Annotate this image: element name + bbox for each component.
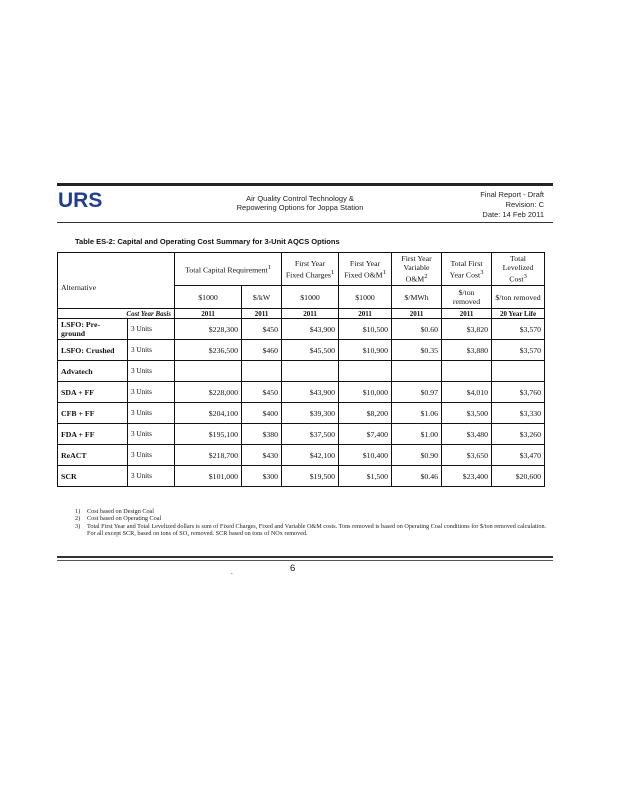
cell-units: 3 Units [128, 445, 175, 466]
document-title [200, 194, 400, 212]
cell-alt: SDA + FF [58, 382, 128, 403]
cell-fixed-om: $10,900 [339, 340, 392, 361]
unit-cell: $1000 [175, 286, 242, 309]
basis-cell: 2011 [282, 309, 339, 319]
cell-alt: FDA + FF [58, 424, 128, 445]
cell-alt: LSFO: Crushed [58, 340, 128, 361]
cell-fixed-om: $7,400 [339, 424, 392, 445]
footer-dot: . [231, 568, 233, 576]
footnote: 3) Total First Year and Total Levelized dollars is sum of Fixed Charges, Fixed and Variable O&M costs. Tons removed is based on Operating Coal conditions for $/ton removed calculation. For all except SCR, based on tons of SO₂ removed. SCR based on tons of NOx removed. [75, 522, 547, 538]
cell-cap-k: $101,000 [175, 466, 242, 487]
cell-cap-kw: $430 [242, 445, 282, 466]
table-row [58, 466, 545, 487]
cell-first-year [442, 361, 492, 382]
cell-first-year: $23,400 [442, 466, 492, 487]
cell-fixed-charges [282, 361, 339, 382]
cell-cap-k: $236,500 [175, 340, 242, 361]
title-line-1: Air Quality Control Technology & [246, 194, 354, 203]
cell-levelized: $3,570 [492, 340, 545, 361]
header-alternative: Alternative [58, 253, 175, 309]
cell-units: 3 Units [128, 382, 175, 403]
cell-alt: ReACT [58, 445, 128, 466]
urs-logo: URS [58, 189, 103, 212]
table-row [58, 319, 545, 340]
cell-fixed-charges: $45,500 [282, 340, 339, 361]
cell-cap-k: $204,100 [175, 403, 242, 424]
header-rule-top [57, 183, 553, 186]
basis-cell: 2011 [392, 309, 442, 319]
cell-cap-kw: $460 [242, 340, 282, 361]
cell-first-year: $3,480 [442, 424, 492, 445]
header-total-levelized: Total Levelized Cost$^3$ [492, 253, 545, 286]
table-row [58, 403, 545, 424]
revision: Revision: C [505, 200, 544, 209]
unit-cell: $1000 [282, 286, 339, 309]
table-row [58, 424, 545, 445]
unit-cell: $/ton removed [492, 286, 545, 309]
header-first-fixed-charges: First Year Fixed Charges$^1$ [282, 253, 339, 286]
cell-fixed-om: $10,400 [339, 445, 392, 466]
cell-units: 3 Units [128, 403, 175, 424]
cell-cap-kw: $400 [242, 403, 282, 424]
cell-levelized: $20,600 [492, 466, 545, 487]
header-total-capital: Total Capital Requirement$^1$ [175, 253, 282, 286]
basis-cell: 20 Year Life [492, 309, 545, 319]
cell-fixed-om: $1,500 [339, 466, 392, 487]
report-date: Date: 14 Feb 2011 [482, 210, 544, 219]
cell-levelized: $3,260 [492, 424, 545, 445]
table-row [58, 340, 545, 361]
table-row [58, 445, 545, 466]
footnotes [75, 508, 555, 538]
table-row [58, 361, 545, 382]
unit-cell: $/kW [242, 286, 282, 309]
cell-fixed-charges: $42,100 [282, 445, 339, 466]
unit-cell: $1000 [339, 286, 392, 309]
basis-cell: 2011 [442, 309, 492, 319]
cell-alt: LSFO: Pre-ground [58, 319, 128, 340]
cell-levelized: $3,330 [492, 403, 545, 424]
cell-var-om: $1.06 [392, 403, 442, 424]
cell-first-year: $3,880 [442, 340, 492, 361]
cell-cap-kw: $380 [242, 424, 282, 445]
cell-cap-kw: $450 [242, 319, 282, 340]
footnote: 2) Cost based on Operating Coal [75, 515, 162, 523]
cell-cap-k: $218,700 [175, 445, 242, 466]
cell-units: 3 Units [128, 424, 175, 445]
cell-cap-k: $195,100 [175, 424, 242, 445]
title-line-2: Repowering Options for Joppa Station [236, 203, 364, 212]
cell-var-om: $0.90 [392, 445, 442, 466]
cell-units: 3 Units [128, 319, 175, 340]
cell-fixed-om: $8,200 [339, 403, 392, 424]
footer-rule [57, 556, 553, 558]
header-first-variable-om: First Year Variable $O\&M^2$ [392, 253, 442, 286]
cell-var-om [392, 361, 442, 382]
cell-var-om: $0.97 [392, 382, 442, 403]
basis-cell: 2011 [242, 309, 282, 319]
cell-cap-k [175, 361, 242, 382]
cost-basis-label: Cost Year Basis [58, 309, 175, 319]
cell-fixed-charges: $43,900 [282, 382, 339, 403]
cell-fixed-om [339, 361, 392, 382]
cell-alt: CFB + FF [58, 403, 128, 424]
cell-fixed-om: $10,000 [339, 382, 392, 403]
cell-cap-k: $228,300 [175, 319, 242, 340]
footer-rule-thin [57, 560, 553, 561]
header-rule-bottom [57, 222, 553, 223]
unit-cell: $/ton removed [442, 286, 492, 309]
cell-fixed-om: $10,500 [339, 319, 392, 340]
cell-first-year: $4,010 [442, 382, 492, 403]
cell-levelized: $3,470 [492, 445, 545, 466]
cost-summary-table [57, 252, 545, 487]
cell-first-year: $3,650 [442, 445, 492, 466]
cell-first-year: $3,500 [442, 403, 492, 424]
cell-var-om: $0.35 [392, 340, 442, 361]
cell-fixed-charges: $37,500 [282, 424, 339, 445]
cell-units: 3 Units [128, 361, 175, 382]
cell-var-om: $0.60 [392, 319, 442, 340]
page-number: 6 [290, 563, 296, 574]
report-info [440, 190, 544, 220]
cost-basis-row [58, 309, 545, 319]
report-status: Final Report - Draft [480, 190, 544, 199]
cell-levelized: $3,570 [492, 319, 545, 340]
cell-units: 3 Units [128, 466, 175, 487]
cell-levelized: $3,760 [492, 382, 545, 403]
cell-cap-kw: $450 [242, 382, 282, 403]
basis-cell: 2011 [339, 309, 392, 319]
header-total-first-year: Total First Year Cost$^3$ [442, 253, 492, 286]
cell-fixed-charges: $39,300 [282, 403, 339, 424]
cell-cap-kw: $300 [242, 466, 282, 487]
cell-alt: SCR [58, 466, 128, 487]
cell-alt: Advatech [58, 361, 128, 382]
cell-var-om: $0.46 [392, 466, 442, 487]
cell-units: 3 Units [128, 340, 175, 361]
cell-cap-k: $228,000 [175, 382, 242, 403]
basis-cell: 2011 [175, 309, 242, 319]
cell-fixed-charges: $43,900 [282, 319, 339, 340]
header-first-fixed-om: First Year Fixed $O\&M^1$ [339, 253, 392, 286]
footnote: 1) Cost based on Design Coal [75, 508, 155, 515]
table-caption: Table ES-2: Capital and Operating Cost Summary for 3-Unit AQCS Options [75, 237, 340, 246]
cell-first-year: $3,820 [442, 319, 492, 340]
table-row [58, 382, 545, 403]
cell-fixed-charges: $19,500 [282, 466, 339, 487]
unit-cell: $/MWh [392, 286, 442, 309]
cell-levelized [492, 361, 545, 382]
cell-cap-kw [242, 361, 282, 382]
cell-var-om: $1.00 [392, 424, 442, 445]
